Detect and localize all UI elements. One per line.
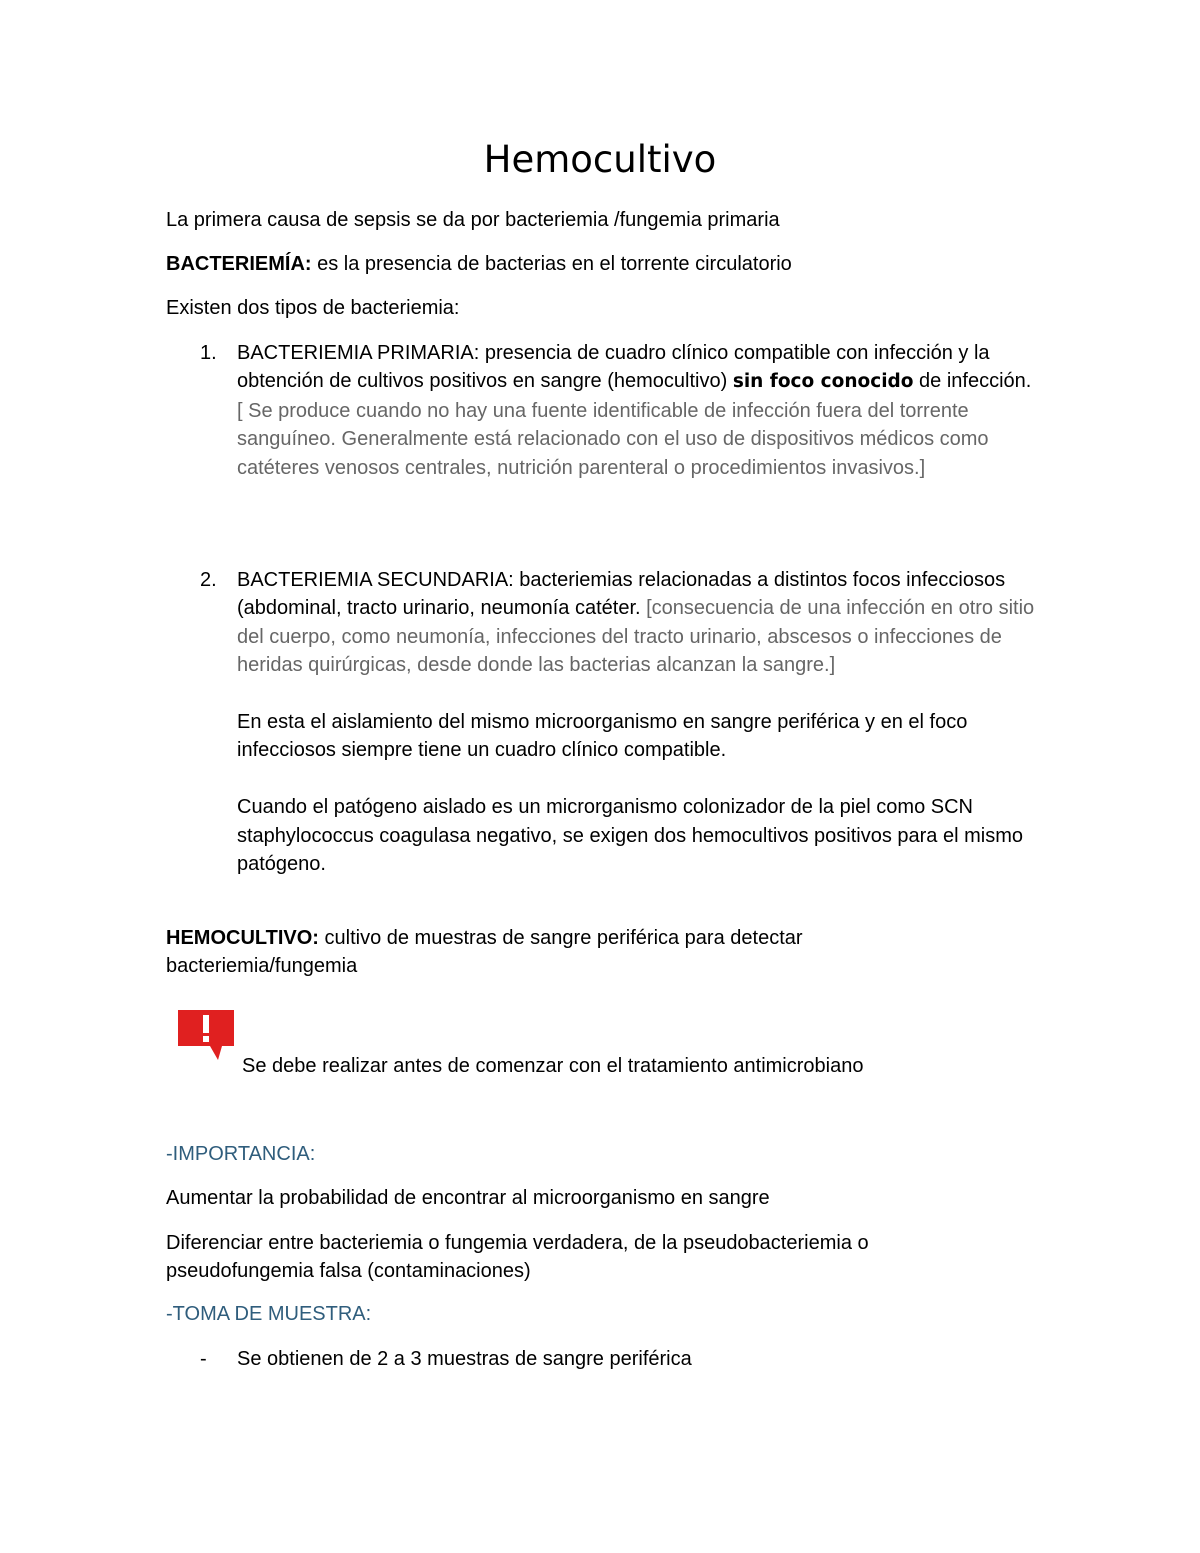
list-number: 1. bbox=[200, 342, 217, 364]
alert-exclamation-bar bbox=[203, 1015, 209, 1033]
hemocultivo-text: cultivo de muestras de sangre periférica para detectar bacteriemia/fungemia bbox=[166, 927, 803, 978]
bacteriemia-text: es la presencia de bacterias en el torrente circulatorio bbox=[311, 253, 792, 275]
importancia-p2: Diferenciar entre bacteriemia o fungemia verdadera, de la pseudobacteriemia o pseudofungemia falsa (contaminaciones) bbox=[166, 1232, 869, 1283]
bacteriemia-term: BACTERIEMÍA: bbox=[166, 253, 312, 275]
exclamation-alert-icon bbox=[178, 1010, 234, 1060]
secundaria-para3: Cuando el patógeno aislado es un microrganismo colonizador de la piel como SCN staphylococcus coagulasa negativo, se exigen dos hemocultivos positivos para el mismo patógeno. bbox=[237, 796, 1023, 876]
hemocultivo-definition bbox=[166, 924, 886, 981]
hemocultivo-term: HEMOCULTIVO: bbox=[166, 927, 319, 949]
bullet-dash: - bbox=[200, 1348, 207, 1370]
secundaria-text: BACTERIEMIA SECUNDARIA: bacteriemias relacionadas a distintos focos infecciosos (abdominal, tracto urinario, neumonía catéter. bbox=[237, 569, 1006, 620]
secundaria-para2: En esta el aislamiento del mismo microorganismo en sangre periférica y en el foco infecciosos siempre tiene un cuadro clínico compatible. bbox=[237, 711, 968, 762]
list-item-body bbox=[237, 566, 1037, 878]
alert-text: Se debe realizar antes de comenzar con el tratamiento antimicrobiano bbox=[242, 1055, 864, 1077]
intro-paragraph: La primera causa de sepsis se da por bacteriemia /fungemia primaria bbox=[166, 209, 780, 231]
tipos-intro: Existen dos tipos de bacteriemia: bbox=[166, 297, 460, 319]
alert-exclamation-dot bbox=[203, 1036, 209, 1042]
importancia-p1: Aumentar la probabilidad de encontrar al microorganismo en sangre bbox=[166, 1187, 770, 1209]
primaria-text: BACTERIEMIA PRIMARIA: presencia de cuadro clínico compatible con infección y la obtención de cultivos positivos en sangre (hemocultivo) bbox=[237, 342, 990, 393]
toma-item1: Se obtienen de 2 a 3 muestras de sangre periférica bbox=[237, 1348, 692, 1370]
primaria-bold: sin foco conocido bbox=[732, 371, 914, 393]
page-title: Hemocultivo bbox=[483, 138, 717, 181]
primaria-text-end: de infección. bbox=[913, 370, 1032, 393]
secundaria-note: [consecuencia de una infección en otro sitio del cuerpo, como neumonía, infecciones del tracto urinario, abscesos o infecciones de heridas quirúrgicas, desde donde las bacterias alcanzan la sangre.] bbox=[237, 597, 1035, 677]
list-item-body bbox=[237, 339, 1037, 482]
primaria-note: [ Se produce cuando no hay una fuente identificable de infección fuera del torrente sanguíneo. Generalmente está relacionado con el uso de dispositivos médicos como catéteres venosos centrales, nutrición parenteral o procedimientos invasivos.] bbox=[237, 399, 989, 479]
list-number: 2. bbox=[200, 569, 217, 591]
bacteriemia-definition bbox=[166, 250, 792, 278]
importancia-heading: -IMPORTANCIA: bbox=[166, 1143, 316, 1165]
toma-heading: -TOMA DE MUESTRA: bbox=[166, 1303, 372, 1325]
